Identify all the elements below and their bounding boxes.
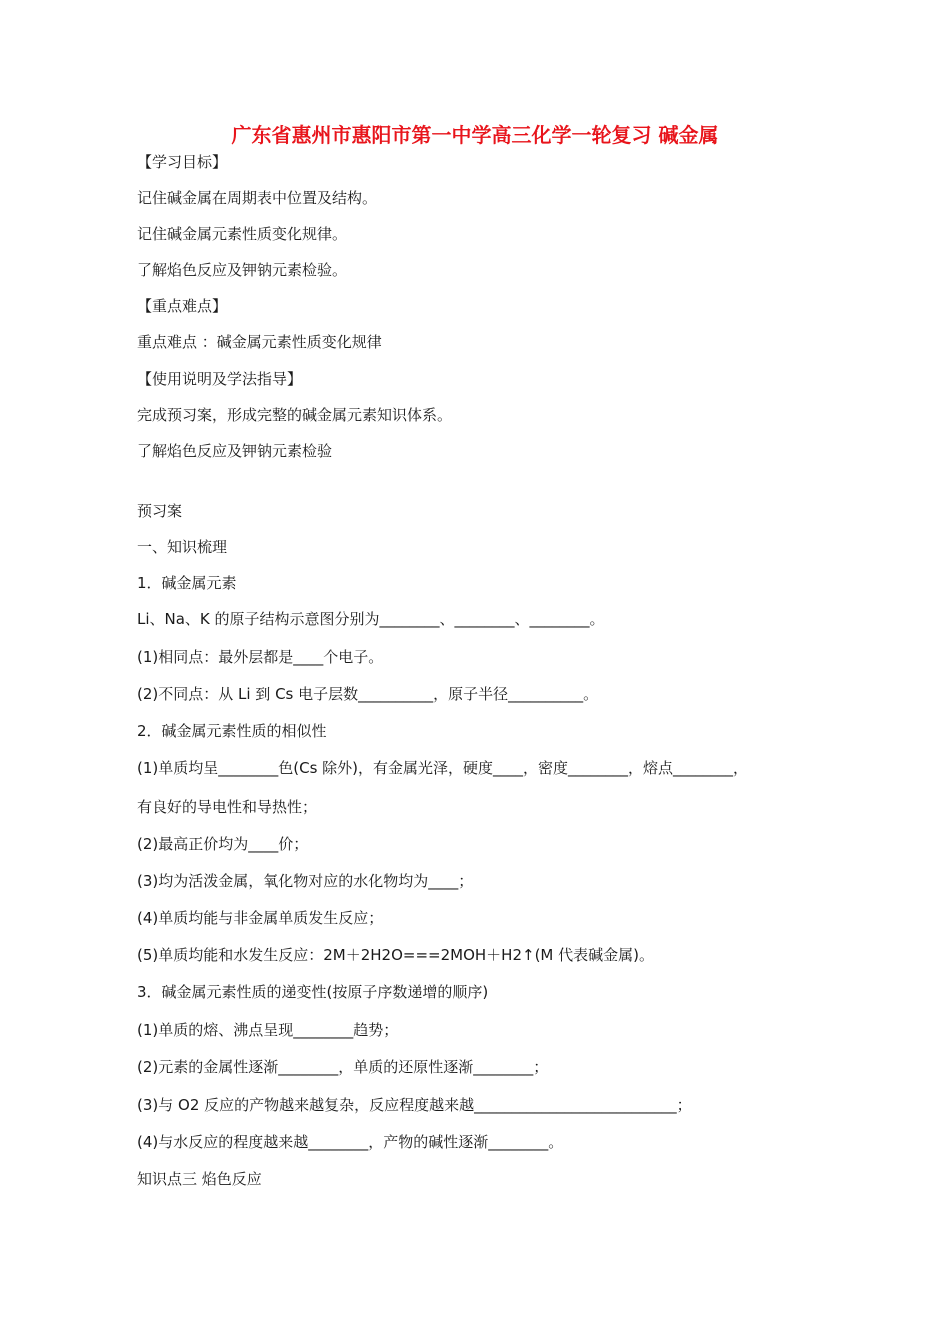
question-line: (4)与水反应的程度越来越________，产物的碱性逐渐________。 [137, 1133, 564, 1151]
question-line: (4)单质均能与非金属单质发生反应； [137, 909, 384, 927]
body-line: 记住碱金属元素性质变化规律。 [137, 225, 348, 243]
question-line: (2)最高正价均为____价； [137, 835, 309, 853]
question-line: (1)单质的熔、沸点呈现________趋势； [137, 1021, 399, 1039]
question-line: (3)与 O2 反应的产物越来越复杂，反应程度越来越___________________________； [137, 1096, 692, 1114]
question-line: (5)单质均能和水发生反应：2M＋2H2O===2MOH＋H2↑(M 代表碱金属)。 [137, 946, 654, 964]
question-line: (2)元素的金属性逐渐________，单质的还原性逐渐________； [137, 1058, 549, 1076]
subheading: 2．碱金属元素性质的相似性 [137, 722, 327, 740]
section-heading-learning-goals: 【学习目标】 [137, 153, 228, 171]
section-heading-key-points: 【重点难点】 [137, 297, 228, 315]
subheading: 知识点三 焰色反应 [137, 1170, 262, 1188]
question-line: (3)均为活泼金属，氧化物对应的水化物均为____； [137, 872, 474, 890]
document-title: 广东省惠州市惠阳市第一中学高三化学一轮复习 碱金属 [231, 123, 719, 147]
question-line: (2)不同点：从 Li 到 Cs 电子层数__________，原子半径__________。 [137, 685, 599, 703]
question-line: 有良好的导电性和导热性； [137, 798, 318, 816]
question-line: Li、Na、K 的原子结构示意图分别为________、________、________。 [137, 610, 605, 628]
subheading: 3．碱金属元素性质的递变性(按原子序数递增的顺序) [137, 983, 489, 1001]
body-line: 重点难点 ：碱金属元素性质变化规律 [137, 333, 382, 351]
body-line: 完成预习案，形成完整的碱金属元素知识体系。 [137, 406, 453, 424]
body-line: 了解焰色反应及钾钠元素检验 [137, 442, 333, 460]
question-line: (1)相同点：最外层都是____个电子。 [137, 648, 384, 666]
body-line: 了解焰色反应及钾钠元素检验。 [137, 261, 348, 279]
section-heading-instructions: 【使用说明及学法指导】 [137, 370, 303, 388]
section-heading-knowledge: 一、知识梳理 [137, 538, 228, 556]
body-line: 记住碱金属在周期表中位置及结构。 [137, 189, 378, 207]
section-heading-preview: 预习案 [137, 502, 183, 520]
subheading: 1．碱金属元素 [137, 574, 237, 592]
question-line: (1)单质均呈________色(Cs 除外)，有金属光泽，硬度____，密度________，熔点________， [137, 759, 749, 777]
